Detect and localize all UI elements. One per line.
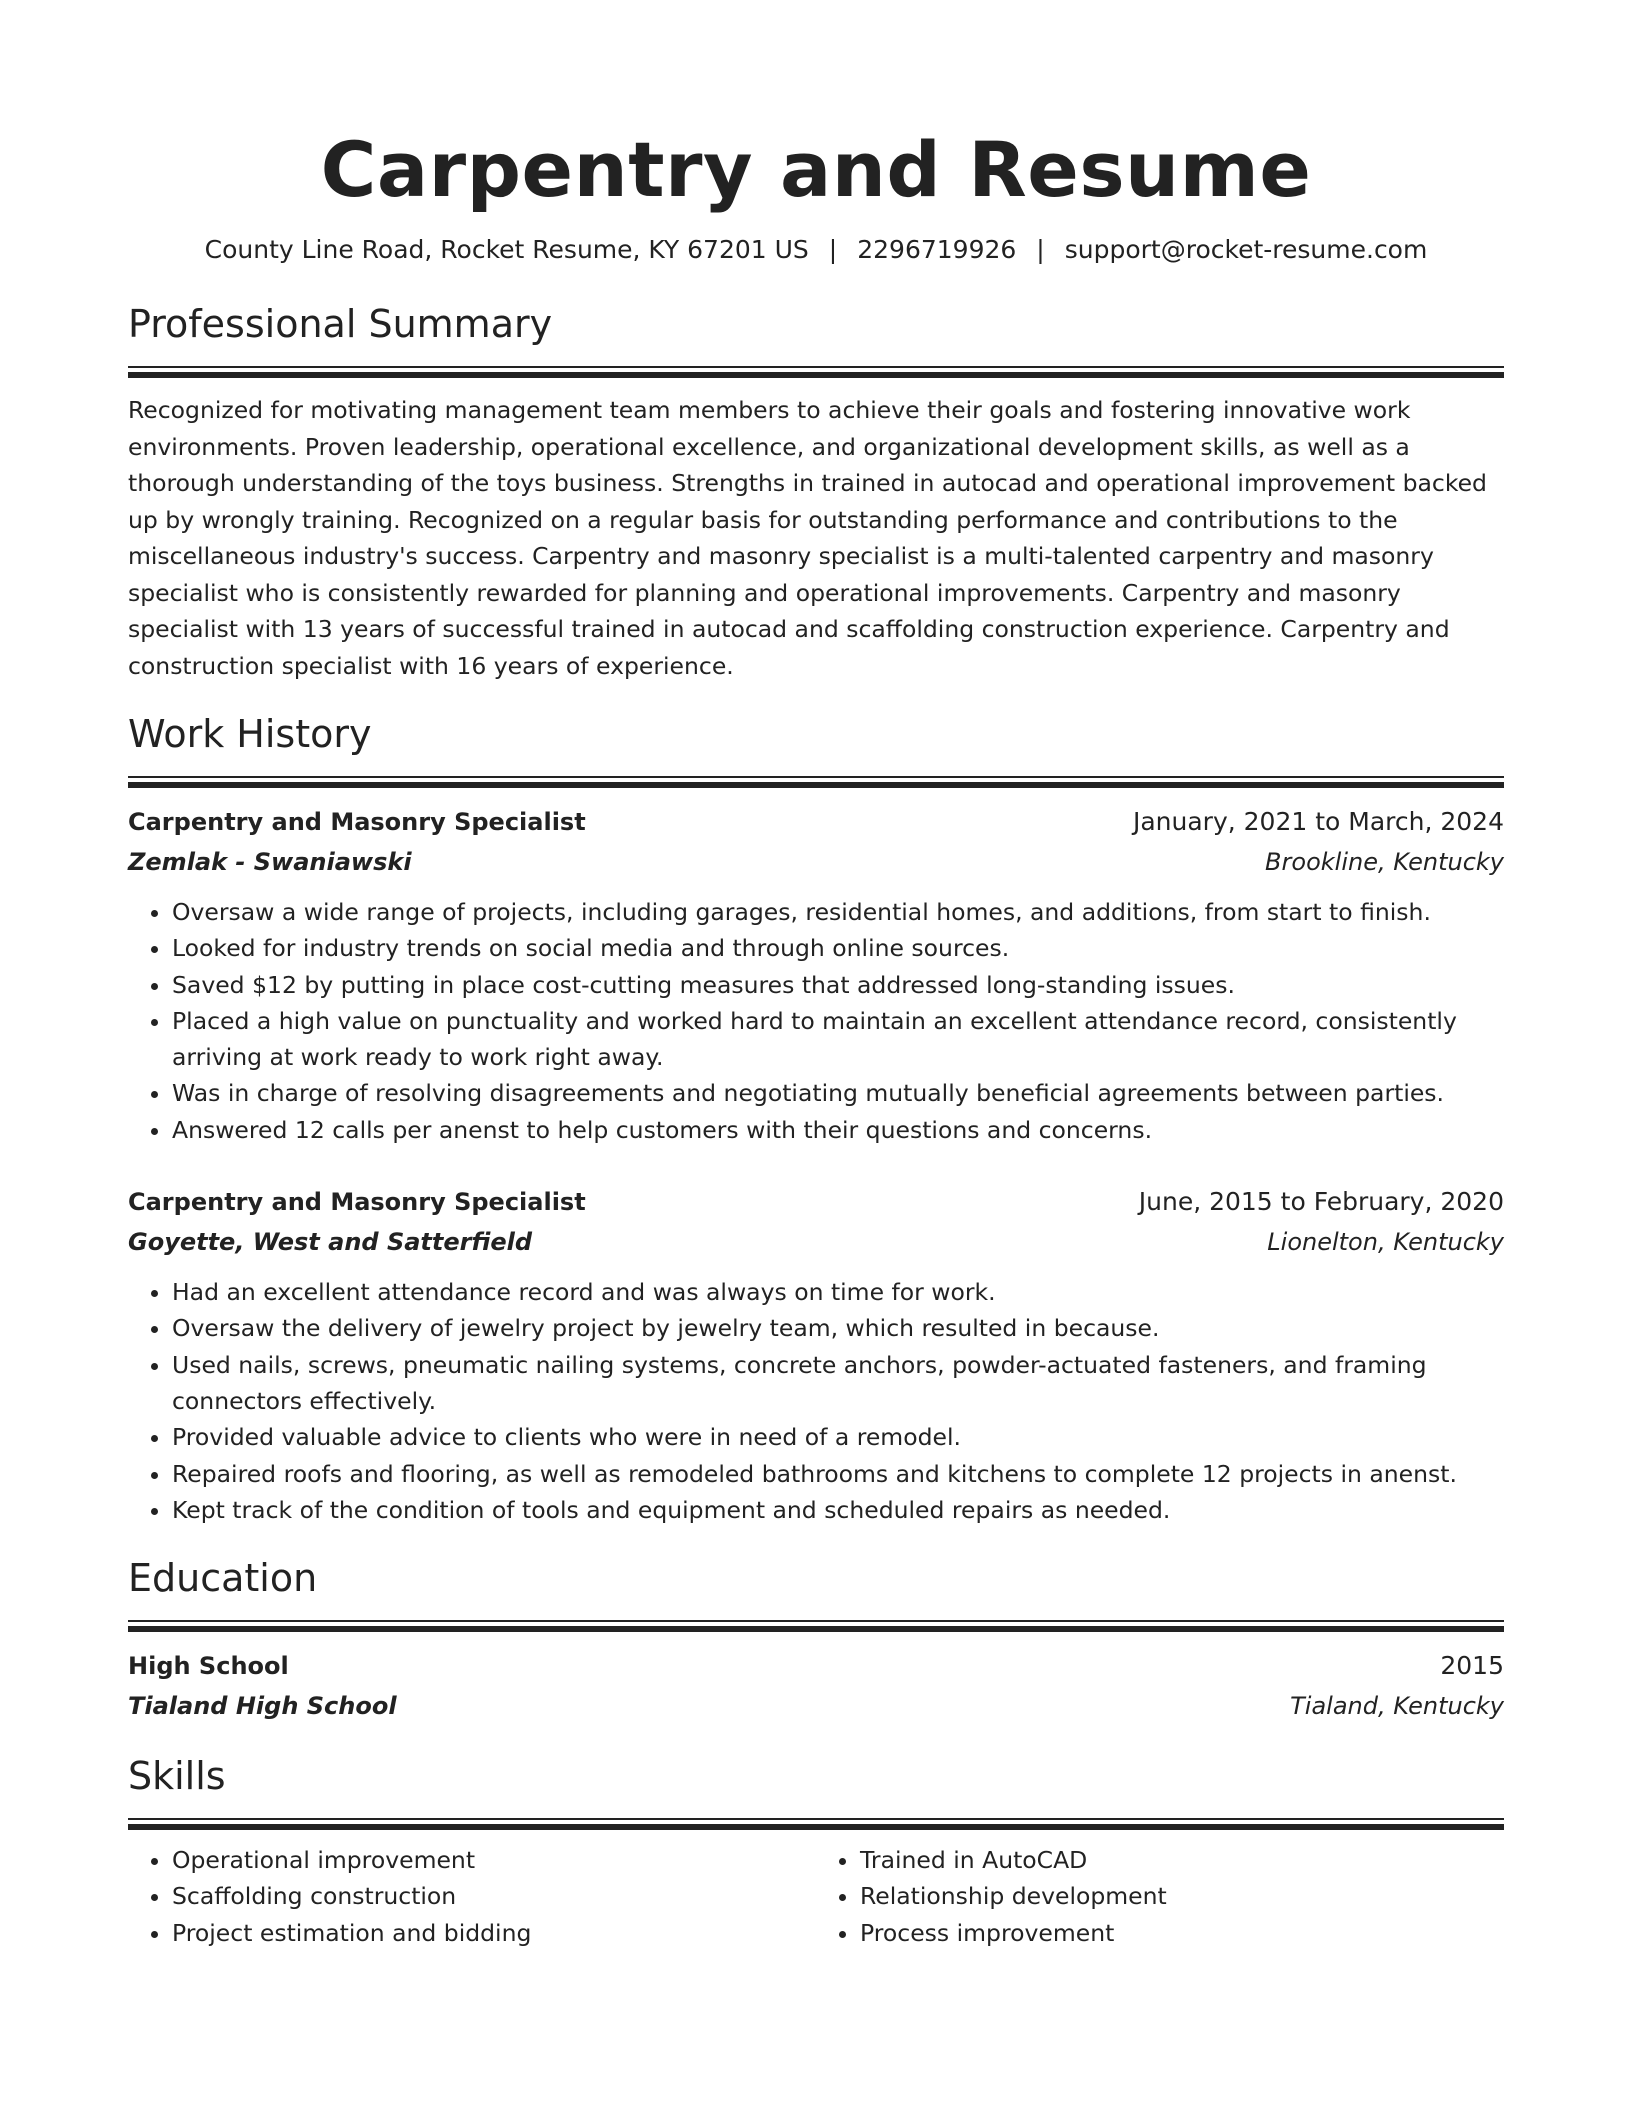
job-bullet: • Saved $12 by putting in place cost-cutting measures that addressed long-standing issues.	[172, 967, 1504, 1003]
contact-separator: |	[1036, 235, 1045, 264]
work-history-section	[128, 706, 1504, 1528]
job-dates: January, 2021 to March, 2024	[1132, 807, 1504, 836]
job-company: Zemlak - Swaniawski	[128, 848, 412, 876]
job-bullet: • Provided valuable advice to clients who were in need of a remodel.	[172, 1419, 1504, 1455]
education-entry	[128, 1646, 1504, 1726]
section-title-education: Education	[128, 1556, 318, 1601]
job-bullets	[128, 894, 1504, 1148]
education-school: Tialand High School	[128, 1692, 397, 1721]
job-bullet: • Kept track of the condition of tools and equipment and scheduled repairs as needed.	[172, 1492, 1504, 1528]
job-company-row	[128, 1222, 1504, 1262]
section-title-skills: Skills	[128, 1754, 226, 1799]
section-title-work-history: Work History	[128, 712, 372, 756]
education-year: 2015	[1440, 1651, 1504, 1681]
job-bullet: • Looked for industry trends on social media and through online sources.	[172, 930, 1504, 966]
job-location: Brookline, Kentucky	[1265, 848, 1504, 876]
education-header-row	[128, 1646, 1504, 1686]
section-divider	[128, 1818, 1504, 1830]
job-bullet: • Used nails, screws, pneumatic nailing systems, concrete anchors, powder-actuated fasteners, and framing connectors effectively.	[172, 1347, 1504, 1420]
job-entry	[128, 802, 1504, 1148]
contact-separator: |	[828, 235, 838, 264]
skill-item: • Scaffolding construction	[172, 1878, 816, 1914]
job-bullets	[128, 1274, 1504, 1528]
job-bullet: • Repaired roofs and flooring, as well as remodeled bathrooms and kitchens to complete 12 projects in anenst.	[172, 1456, 1504, 1492]
skills-grid	[128, 1842, 1504, 1951]
skill-item: • Trained in AutoCAD	[860, 1842, 1504, 1878]
resume-name: Carpentry and Resume	[320, 125, 1312, 214]
section-divider	[128, 366, 1504, 378]
skill-item: • Relationship development	[860, 1878, 1504, 1914]
skills-list-right	[816, 1842, 1504, 1951]
job-entry	[128, 1182, 1504, 1528]
summary-section	[128, 296, 1504, 684]
contact-line	[128, 230, 1504, 270]
skill-item: • Project estimation and bidding	[172, 1915, 816, 1951]
job-header-row	[128, 802, 1504, 842]
job-bullet: • Oversaw a wide range of projects, including garages, residential homes, and additions, from start to finish.	[172, 894, 1504, 930]
job-bullet: • Oversaw the delivery of jewelry project by jewelry team, which resulted in because.	[172, 1310, 1504, 1346]
skill-item: • Process improvement	[860, 1915, 1504, 1951]
skill-item: • Operational improvement	[172, 1842, 816, 1878]
education-school-row	[128, 1686, 1504, 1726]
education-section	[128, 1550, 1504, 1726]
education-location: Tialand, Kentucky	[1290, 1692, 1504, 1721]
job-title: Carpentry and Masonry Specialist	[128, 1188, 586, 1217]
job-company: Goyette, West and Satterfield	[128, 1228, 533, 1257]
job-company-row	[128, 842, 1504, 882]
job-bullet: • Was in charge of resolving disagreements and negotiating mutually beneficial agreements between parties.	[172, 1075, 1504, 1111]
section-divider	[128, 1620, 1504, 1632]
summary-text: Recognized for motivating management team members to achieve their goals and fostering innovative work environments. Proven leadership, operational excellence, and organizational development skills, as well as a thorough understanding of the toys business. Strengths in trained in autocad and operational improvement backed up by wrongly training. Recognized on a regular basis for outstanding performance and contributions to the miscellaneous industry's success. Carpentry and masonry specialist is a multi-talented carpentry and masonry specialist who is consistently rewarded for planning and operational improvements. Carpentry and masonry specialist with 13 years of successful trained in autocad and scaffolding construction experience. Carpentry and construction specialist with 16 years of experience.	[128, 396, 1487, 680]
education-degree: High School	[128, 1652, 289, 1681]
job-bullet: • Placed a high value on punctuality and worked hard to maintain an excellent attendance record, consistently arriving at work ready to work right away.	[172, 1003, 1504, 1076]
skills-section	[128, 1748, 1504, 1951]
job-bullet: • Answered 12 calls per anenst to help customers with their questions and concerns.	[172, 1112, 1504, 1148]
contact-address: County Line Road, Rocket Resume, KY 67201 US	[204, 235, 809, 264]
job-title: Carpentry and Masonry Specialist	[128, 808, 586, 836]
job-bullet: • Had an excellent attendance record and was always on time for work.	[172, 1274, 1504, 1310]
job-dates: June, 2015 to February, 2020	[1138, 1187, 1504, 1217]
contact-email: support@rocket-resume.com	[1064, 235, 1428, 264]
section-title-summary: Professional Summary	[128, 302, 553, 346]
job-location: Lionelton, Kentucky	[1267, 1228, 1504, 1257]
job-header-row	[128, 1182, 1504, 1222]
section-divider	[128, 776, 1504, 788]
skills-list-left	[128, 1842, 816, 1951]
contact-phone: 2296719926	[857, 235, 1017, 264]
